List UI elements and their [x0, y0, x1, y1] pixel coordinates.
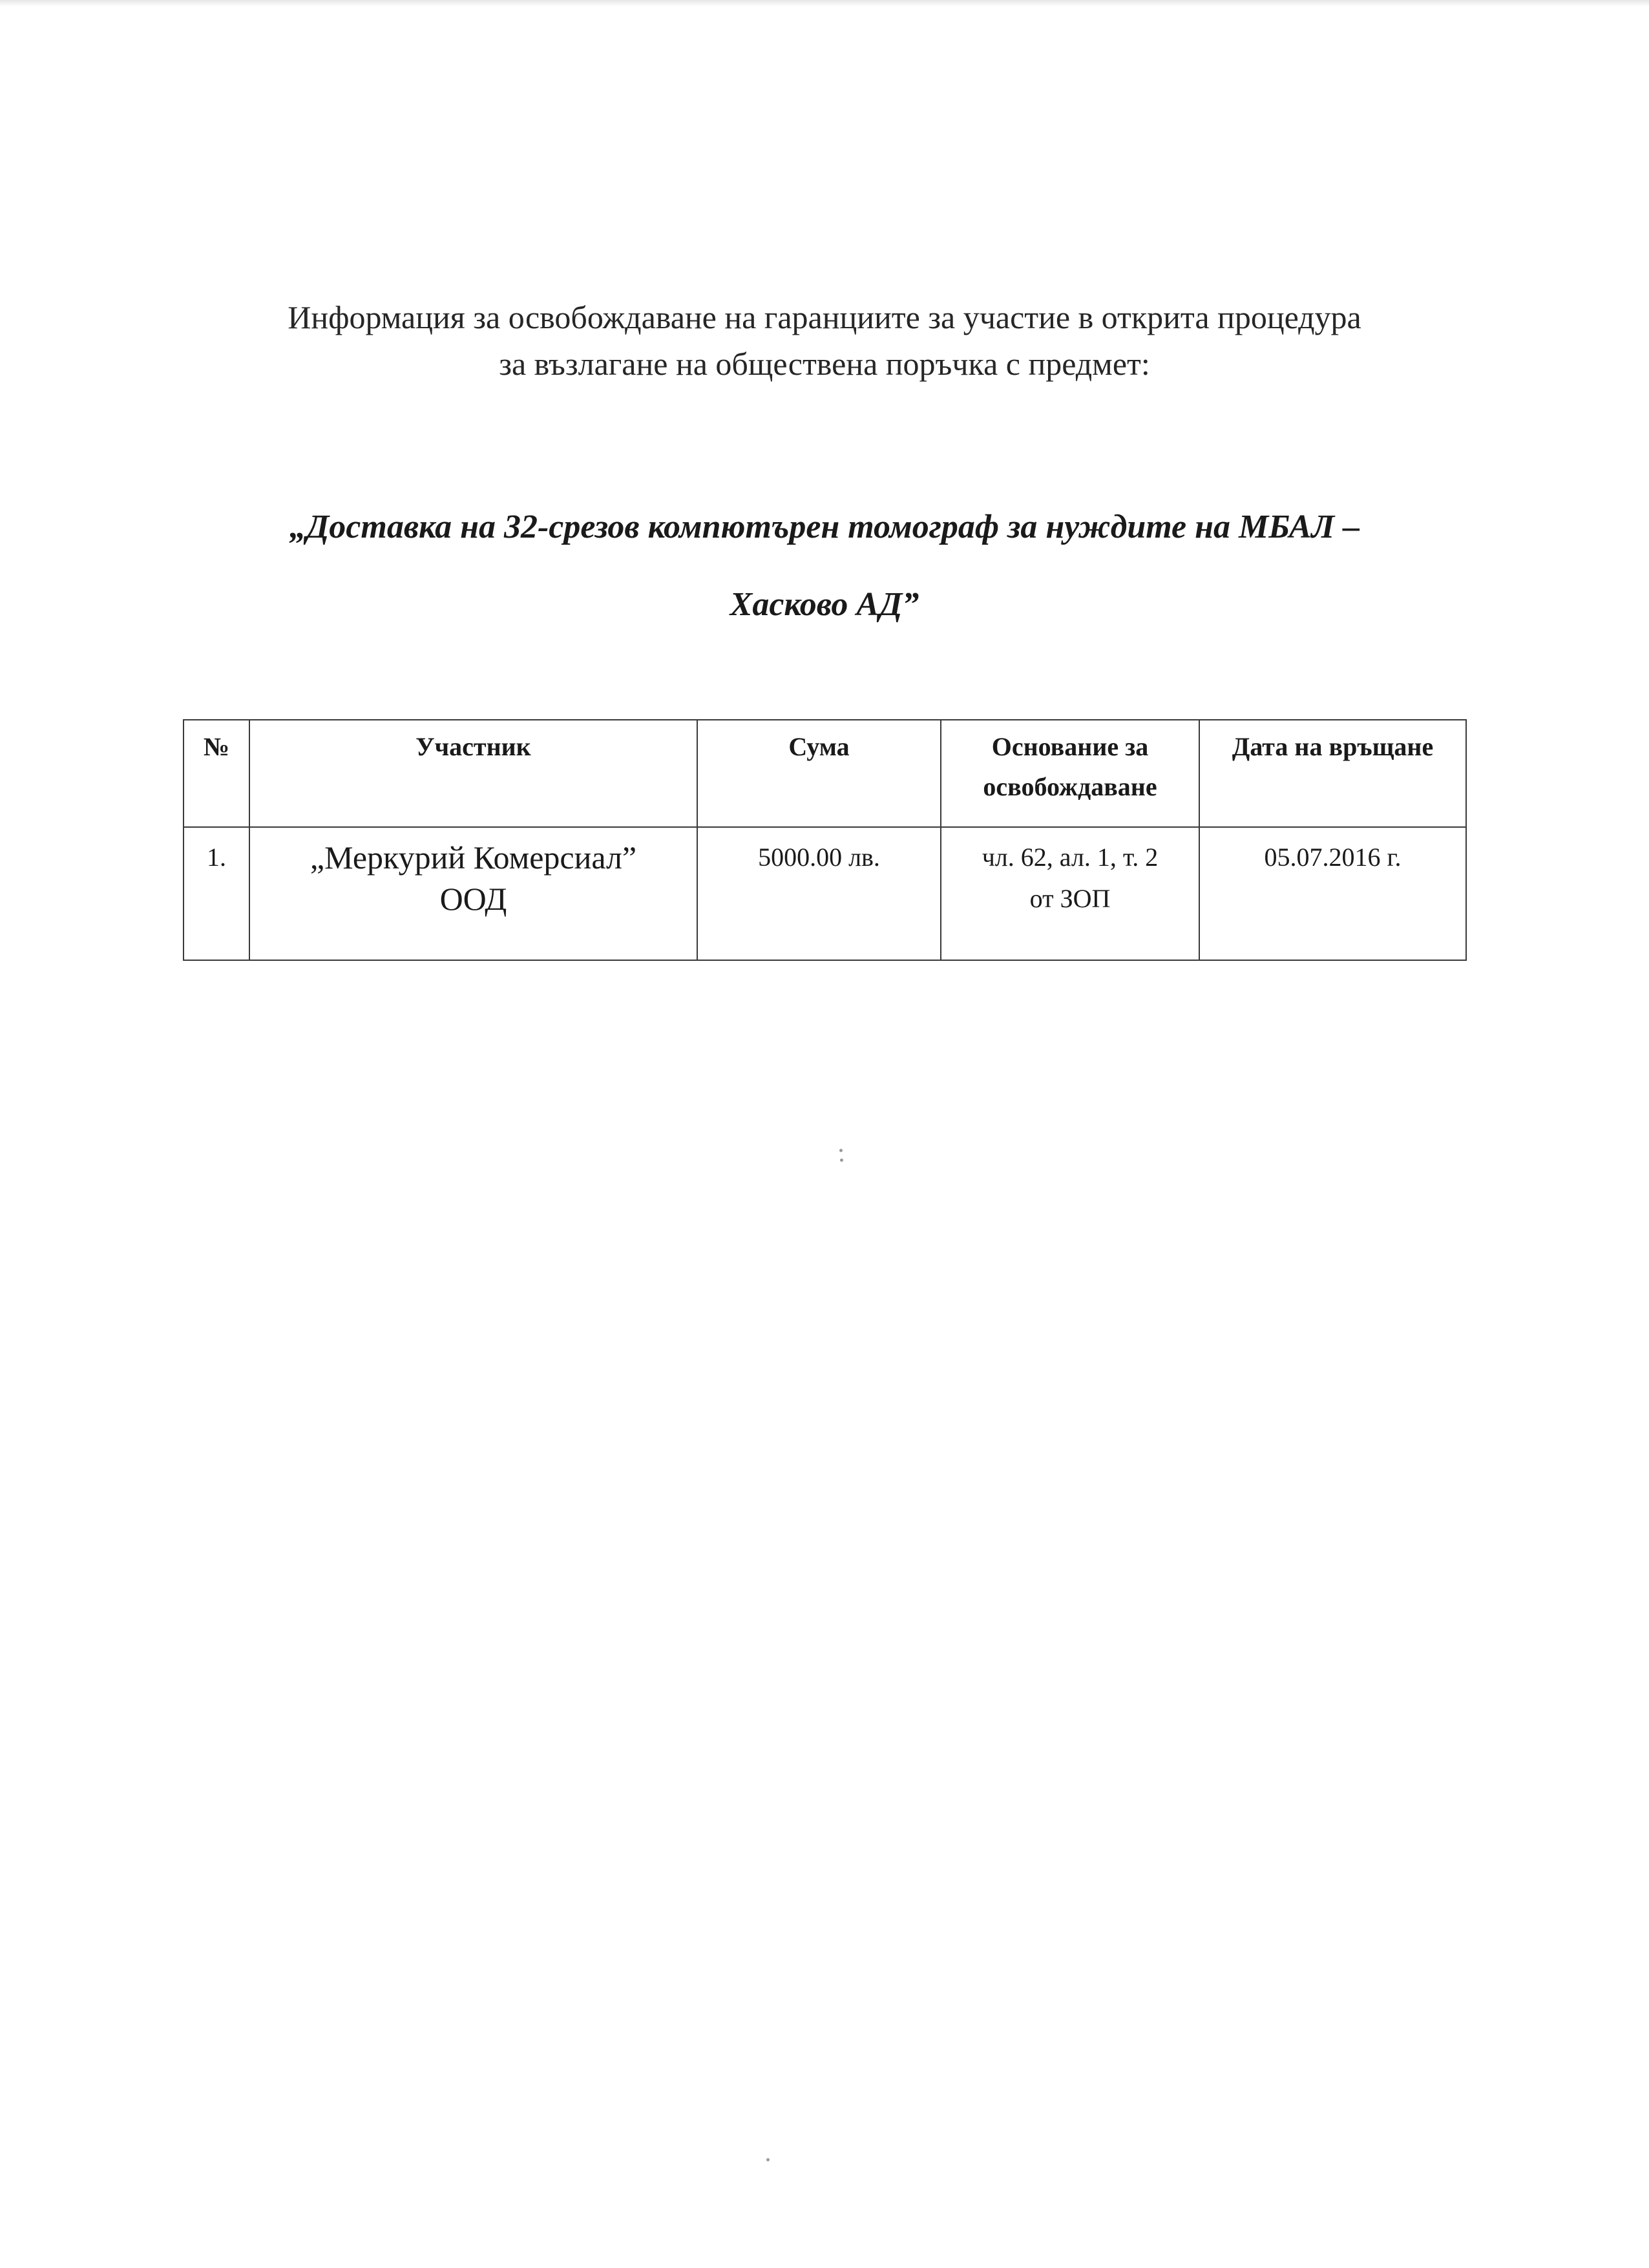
participant-name: „Меркурий Комерсиал” — [310, 839, 637, 876]
scan-speck — [839, 1149, 843, 1152]
row-amount: 5000.00 лв. — [697, 827, 941, 960]
row-num: 1. — [184, 827, 249, 960]
header-basis: Основание за освобождаване — [941, 720, 1199, 827]
header-amount: Сума — [697, 720, 941, 827]
header-participant: Участник — [249, 720, 697, 827]
basis-line-1: чл. 62, ал. 1, т. 2 — [982, 843, 1159, 872]
scan-speck — [766, 2158, 770, 2161]
scan-edge — [0, 0, 1649, 6]
header-line-2: за възлагане на обществена поръчка с предмет: — [499, 346, 1150, 382]
row-basis — [941, 827, 1199, 960]
basis-line-2: от ЗОП — [1029, 884, 1111, 913]
guarantees-table — [183, 719, 1467, 961]
document-header — [0, 294, 1649, 387]
row-return-date: 05.07.2016 г. — [1199, 827, 1466, 960]
subject-line-1: „Доставка на 32-срезов компютърен томограф за нуждите на МБАЛ – — [289, 509, 1360, 545]
subject-line-2: Хасково АД” — [730, 586, 919, 623]
table-header-row — [184, 720, 1466, 827]
row-participant — [249, 827, 697, 960]
header-line-1: Информация за освобождаване на гаранциите за участие в открита процедура — [288, 299, 1361, 335]
header-return-date: Дата на връщане — [1199, 720, 1466, 827]
procurement-subject — [0, 488, 1649, 644]
table-row — [184, 827, 1466, 960]
header-num: № — [184, 720, 249, 827]
participant-form: ООД — [439, 881, 507, 917]
scan-speck — [840, 1159, 843, 1162]
